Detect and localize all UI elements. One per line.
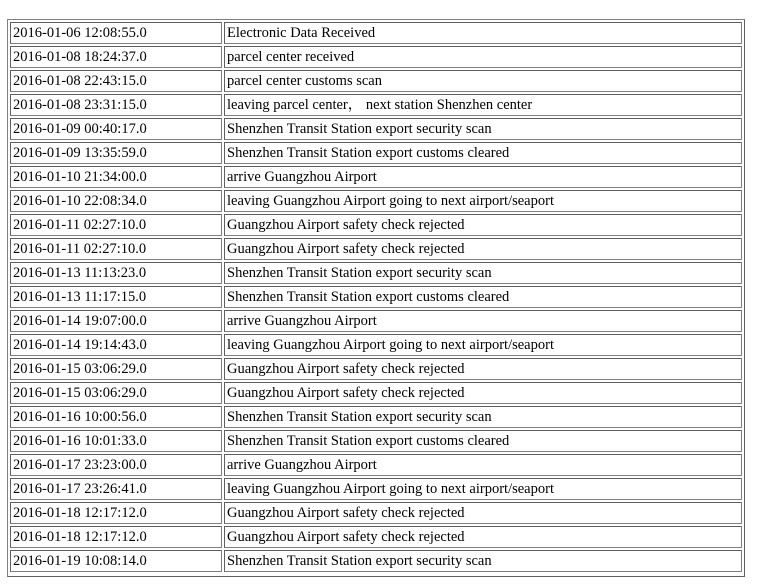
event-time-cell: 2016-01-15 03:06:29.0	[10, 382, 222, 404]
event-time-cell: 2016-01-09 00:40:17.0	[10, 118, 222, 140]
event-description-cell: Guangzhou Airport safety check rejected	[224, 502, 742, 524]
tracking-row	[10, 526, 742, 548]
event-description-cell: leaving Guangzhou Airport going to next airport/seaport	[224, 478, 742, 500]
event-time-cell: 2016-01-08 22:43:15.0	[10, 70, 222, 92]
event-time-cell: 2016-01-18 12:17:12.0	[10, 502, 222, 524]
event-description-cell: Guangzhou Airport safety check rejected	[224, 382, 742, 404]
event-description-cell: Electronic Data Received	[224, 22, 742, 44]
tracking-table-container	[7, 19, 745, 577]
event-time-cell: 2016-01-10 22:08:34.0	[10, 190, 222, 212]
event-description-cell: Guangzhou Airport safety check rejected	[224, 358, 742, 380]
tracking-row	[10, 166, 742, 188]
event-time-cell: 2016-01-11 02:27:10.0	[10, 238, 222, 260]
tracking-row	[10, 334, 742, 356]
event-time-cell: 2016-01-15 03:06:29.0	[10, 358, 222, 380]
event-description-cell: leaving parcel center， next station Shenzhen center	[224, 94, 742, 116]
tracking-row	[10, 550, 742, 572]
event-time-cell: 2016-01-14 19:07:00.0	[10, 310, 222, 332]
event-time-cell: 2016-01-18 12:17:12.0	[10, 526, 222, 548]
event-time-cell: 2016-01-13 11:17:15.0	[10, 286, 222, 308]
event-time-cell: 2016-01-11 02:27:10.0	[10, 214, 222, 236]
tracking-row	[10, 382, 742, 404]
tracking-table-body	[10, 22, 742, 572]
event-description-cell: Shenzhen Transit Station export security scan	[224, 406, 742, 428]
event-time-cell: 2016-01-14 19:14:43.0	[10, 334, 222, 356]
tracking-row	[10, 478, 742, 500]
tracking-row	[10, 502, 742, 524]
event-time-cell: 2016-01-17 23:23:00.0	[10, 454, 222, 476]
tracking-row	[10, 142, 742, 164]
event-description-cell: Guangzhou Airport safety check rejected	[224, 526, 742, 548]
event-time-cell: 2016-01-08 18:24:37.0	[10, 46, 222, 68]
event-description-cell: Shenzhen Transit Station export customs cleared	[224, 286, 742, 308]
event-time-cell: 2016-01-16 10:00:56.0	[10, 406, 222, 428]
tracking-row	[10, 406, 742, 428]
event-description-cell: Shenzhen Transit Station export customs cleared	[224, 142, 742, 164]
event-time-cell: 2016-01-16 10:01:33.0	[10, 430, 222, 452]
event-time-cell: 2016-01-10 21:34:00.0	[10, 166, 222, 188]
event-description-cell: Guangzhou Airport safety check rejected	[224, 214, 742, 236]
event-description-cell: parcel center customs scan	[224, 70, 742, 92]
event-description-cell: Shenzhen Transit Station export security scan	[224, 550, 742, 572]
event-time-cell: 2016-01-13 11:13:23.0	[10, 262, 222, 284]
event-description-cell: leaving Guangzhou Airport going to next airport/seaport	[224, 334, 742, 356]
event-time-cell: 2016-01-06 12:08:55.0	[10, 22, 222, 44]
event-description-cell: Shenzhen Transit Station export customs cleared	[224, 430, 742, 452]
event-description-cell: Shenzhen Transit Station export security scan	[224, 262, 742, 284]
tracking-row	[10, 454, 742, 476]
tracking-row	[10, 310, 742, 332]
event-description-cell: arrive Guangzhou Airport	[224, 310, 742, 332]
tracking-row	[10, 214, 742, 236]
event-time-cell: 2016-01-19 10:08:14.0	[10, 550, 222, 572]
tracking-row	[10, 286, 742, 308]
tracking-row	[10, 190, 742, 212]
tracking-row	[10, 22, 742, 44]
tracking-row	[10, 46, 742, 68]
tracking-row	[10, 238, 742, 260]
tracking-row	[10, 118, 742, 140]
event-time-cell: 2016-01-08 23:31:15.0	[10, 94, 222, 116]
event-description-cell: leaving Guangzhou Airport going to next airport/seaport	[224, 190, 742, 212]
tracking-row	[10, 358, 742, 380]
event-description-cell: parcel center received	[224, 46, 742, 68]
event-description-cell: Shenzhen Transit Station export security scan	[224, 118, 742, 140]
event-time-cell: 2016-01-17 23:26:41.0	[10, 478, 222, 500]
event-description-cell: arrive Guangzhou Airport	[224, 166, 742, 188]
event-description-cell: Guangzhou Airport safety check rejected	[224, 238, 742, 260]
event-time-cell: 2016-01-09 13:35:59.0	[10, 142, 222, 164]
tracking-row	[10, 94, 742, 116]
tracking-row	[10, 430, 742, 452]
tracking-row	[10, 262, 742, 284]
tracking-table	[8, 20, 744, 574]
tracking-row	[10, 70, 742, 92]
event-description-cell: arrive Guangzhou Airport	[224, 454, 742, 476]
